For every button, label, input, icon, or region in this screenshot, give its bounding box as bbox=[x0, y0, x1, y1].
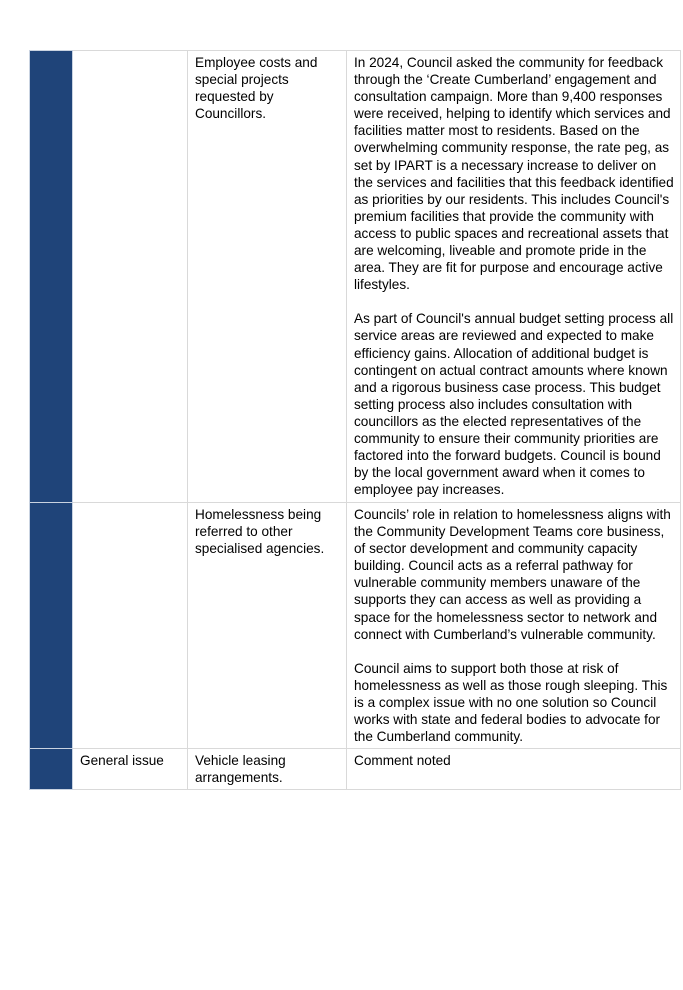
response-cell bbox=[347, 503, 681, 749]
table-row bbox=[30, 749, 681, 790]
table-row bbox=[30, 503, 681, 749]
category-cell bbox=[73, 51, 188, 503]
response-cell bbox=[347, 749, 681, 790]
row-band-cell bbox=[30, 51, 73, 503]
response-paragraph: Councils’ role in relation to homelessness aligns with the Community Development Teams core business, of sector development and community capacity building. Council acts as a referral pathway for vulnerable community members unaware of the supports they can access as well as providing a space for the homelessness sector to network and connect with Cumberland’s vulnerable community. bbox=[354, 507, 671, 642]
response-paragraph: As part of Council's annual budget setting process all service areas are reviewed and expected to make efficiency gains. Allocation of additional budget is contingent on actual contract amounts where known and a rigorous business case process. This budget setting process also includes consultation with councillors as the elected representatives of the community to ensure their community priorities are factored into the forward budgets. Council is bound by the local government award when it comes to employee pay increases. bbox=[354, 311, 674, 498]
category-cell bbox=[73, 503, 188, 749]
feedback-cell: Employee costs and special projects requested by Councillors. bbox=[188, 51, 347, 503]
response-paragraph: Comment noted bbox=[354, 753, 451, 768]
category-cell: General issue bbox=[73, 749, 188, 790]
row-band-cell bbox=[30, 749, 73, 790]
feedback-cell: Vehicle leasing arrangements. bbox=[188, 749, 347, 790]
response-paragraph: Council aims to support both those at risk of homelessness as well as those rough sleeping. This is a complex issue with no one solution so Council works with state and federal bodies to advocate for the Cumberland community. bbox=[354, 660, 668, 745]
feedback-cell: Homelessness being referred to other specialised agencies. bbox=[188, 503, 347, 749]
feedback-response-table bbox=[29, 50, 681, 790]
response-cell bbox=[347, 51, 681, 503]
table-row bbox=[30, 51, 681, 503]
row-band-cell bbox=[30, 503, 73, 749]
response-paragraph: In 2024, Council asked the community for feedback through the ‘Create Cumberland’ engagement and consultation campaign. More than 9,400 responses were received, helping to identify which services and facilities matter most to residents. Based on the overwhelming community response, the rate peg, as set by IPART is a necessary increase to deliver on the services and facilities that this feedback identified as priorities by our residents. This includes Council's premium facilities that provide the community with access to public spaces and recreational assets that are welcoming, liveable and promote pride in the area. They are fit for purpose and encourage active lifestyles. bbox=[354, 55, 674, 293]
